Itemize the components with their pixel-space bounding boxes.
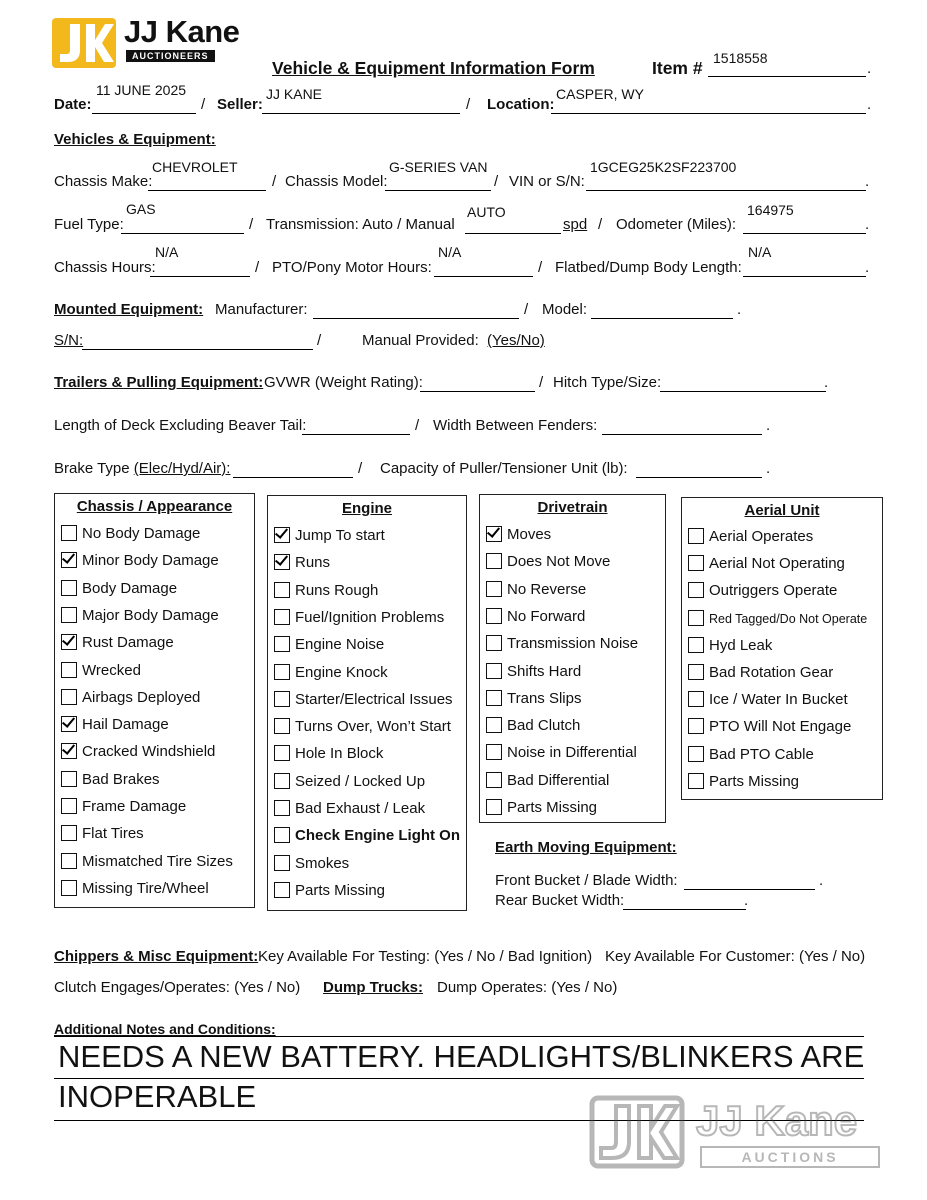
checked-checkbox[interactable] (61, 634, 77, 650)
checked-checkbox[interactable] (274, 554, 290, 570)
brand-name: JJ Kane (124, 14, 240, 49)
seller-value[interactable]: JJ KANE (266, 86, 323, 102)
checkbox[interactable] (61, 689, 77, 705)
drivetrain-title: Drivetrain (537, 499, 608, 516)
aerial-checklist-item[interactable] (688, 582, 837, 600)
checkbox[interactable] (486, 799, 502, 815)
drivetrain-checklist-item[interactable] (486, 717, 580, 735)
chassis-checklist-item[interactable] (61, 552, 219, 570)
checkbox[interactable] (688, 773, 704, 789)
aerial-item-label: Bad Rotation Gear (709, 664, 834, 681)
capacity-label: Capacity of Puller/Tensioner Unit (lb): (380, 460, 628, 477)
aerial-checklist-item[interactable] (688, 773, 799, 791)
engine-item-label: Hole In Block (295, 745, 384, 763)
drivetrain-item-label: Moves (507, 526, 552, 543)
drivetrain-item-label: No Reverse (507, 580, 587, 598)
item-number[interactable]: 1518558 (713, 50, 768, 66)
checked-checkbox[interactable] (61, 552, 77, 568)
aerial-checklist-item[interactable] (688, 691, 848, 709)
odometer-value[interactable]: 164975 (747, 202, 794, 218)
chassis-item-label: Minor Body Damage (82, 552, 219, 570)
transmission-label: Transmission: Auto / Manual (266, 216, 455, 233)
mounted-model-label: Model: (542, 301, 588, 318)
aerial-item-label: Aerial Operates (709, 528, 814, 545)
aerial-item-label: Bad PTO Cable (709, 745, 814, 763)
engine-title: Engine (341, 500, 392, 517)
drivetrain-checklist-item[interactable] (486, 581, 586, 599)
checkbox[interactable] (274, 718, 290, 734)
date-label: Date: (54, 96, 92, 113)
engine-item-label: Engine Noise (295, 636, 385, 654)
engine-checklist-item[interactable] (274, 882, 385, 900)
hitch-label: Hitch Type/Size: (553, 374, 662, 391)
checkbox[interactable] (274, 855, 290, 871)
item-label: Item # (652, 58, 703, 78)
aerial-checklist-item[interactable] (688, 610, 867, 628)
aerial-item-label: Hyd Leak (709, 636, 773, 654)
chassis-item-label: Mismatched Tire Sizes (82, 852, 233, 870)
engine-checklist-item[interactable] (274, 745, 383, 763)
aerial-checklist-item[interactable] (688, 528, 813, 546)
engine-item-label: Seized / Locked Up (295, 772, 426, 790)
engine-item-label: Parts Missing (295, 881, 386, 899)
engine-checklist-item[interactable] (274, 855, 349, 873)
drivetrain-checklist-item[interactable] (486, 772, 609, 790)
watermark (588, 1094, 898, 1176)
key-testing-text[interactable]: Key Available For Testing: (Yes / No / Bad Ignition) (258, 948, 593, 965)
front-bucket-label: Front Bucket / Blade Width: (495, 872, 678, 889)
aerial-item-label: Aerial Not Operating (709, 555, 845, 573)
checkbox[interactable] (486, 663, 502, 679)
watermark-logo-mark (588, 1094, 686, 1170)
chassis-checklist-item[interactable] (61, 825, 144, 843)
aerial-checklist-item[interactable] (688, 746, 814, 764)
sn-label: S/N: (54, 332, 84, 349)
drivetrain-box (479, 494, 666, 823)
chassis-item-label: Rust Damage (82, 634, 174, 652)
aerial-checklist-item[interactable] (688, 718, 851, 736)
checkbox[interactable] (688, 691, 704, 707)
location-value[interactable]: CASPER, WY (556, 86, 644, 102)
chassis-checklist-item[interactable] (61, 525, 200, 543)
aerial-unit-box (681, 497, 883, 800)
checkbox[interactable] (486, 608, 502, 624)
drivetrain-checklist-item[interactable] (486, 744, 637, 762)
engine-checklist-item[interactable] (274, 636, 384, 654)
checkbox[interactable] (61, 825, 77, 841)
drivetrain-item-label: Transmission Noise (507, 635, 639, 653)
trailers-heading: Trailers & Pulling Equipment: (54, 374, 264, 391)
checkbox[interactable] (274, 745, 290, 761)
aerial-checklist-item[interactable] (688, 664, 833, 682)
engine-item-label: Check Engine Light On (295, 827, 461, 845)
drivetrain-checklist-item[interactable] (486, 690, 581, 708)
fuel-type-value[interactable]: GAS (126, 201, 156, 217)
chassis-checklist-item[interactable] (61, 716, 169, 734)
checked-checkbox[interactable] (61, 716, 77, 732)
engine-checklist-item[interactable] (274, 827, 460, 845)
engine-item-label: Runs Rough (295, 581, 379, 599)
engine-item-label: Fuel/Ignition Problems (295, 608, 445, 626)
chassis-item-label: Bad Brakes (82, 770, 160, 788)
chassis-item-label: Hail Damage (82, 716, 169, 734)
chassis-appearance-box (54, 493, 255, 908)
brand-tagline: AUCTIONEERS (126, 50, 215, 62)
checkbox[interactable] (274, 636, 290, 652)
chassis-checklist-item[interactable] (61, 662, 141, 680)
aerial-item-label: PTO Will Not Engage (709, 718, 852, 736)
drivetrain-checklist-item[interactable] (486, 553, 610, 571)
engine-box (267, 495, 467, 911)
aerial-checklist-item[interactable] (688, 637, 772, 655)
checkbox[interactable] (688, 582, 704, 598)
checkbox[interactable] (61, 662, 77, 678)
rear-bucket-label: Rear Bucket Width: (495, 892, 625, 909)
flatbed-label: Flatbed/Dump Body Length: (555, 259, 742, 276)
fenders-label: Width Between Fenders: (433, 417, 598, 434)
flatbed-value[interactable]: N/A (748, 244, 772, 260)
drivetrain-item-label: Noise in Differential (507, 744, 637, 762)
chassis-item-label: Flat Tires (82, 825, 144, 843)
chassis-item-label: No Body Damage (82, 525, 201, 542)
mounted-heading: Mounted Equipment: (54, 301, 204, 318)
engine-checklist-item[interactable] (274, 800, 425, 818)
chassis-checklist-item[interactable] (61, 580, 177, 598)
pto-hours-value[interactable]: N/A (438, 244, 462, 260)
checkbox[interactable] (274, 827, 290, 843)
engine-item-label: Turns Over, Won’t Start (295, 718, 451, 736)
manufacturer-label: Manufacturer: (215, 301, 308, 318)
aerial-item-label: Parts Missing (709, 772, 800, 790)
drivetrain-item-label: Shifts Hard (507, 662, 582, 680)
engine-item-label: Starter/Electrical Issues (295, 690, 453, 708)
checkbox[interactable] (688, 664, 704, 680)
checkbox[interactable] (688, 718, 704, 734)
checkbox[interactable] (274, 609, 290, 625)
fuel-type-label: Fuel Type: (54, 216, 124, 233)
watermark-tagline: AUCTIONS (700, 1146, 880, 1168)
pto-hours-label: PTO/Pony Motor Hours: (272, 259, 432, 276)
checked-checkbox[interactable] (486, 526, 502, 542)
aerial-unit-title: Aerial Unit (744, 502, 820, 519)
spd-label: spd (563, 216, 588, 233)
form-title: Vehicle & Equipment Information Form (272, 58, 595, 78)
checkbox[interactable] (274, 882, 290, 898)
checkbox[interactable] (61, 880, 77, 896)
location-label: Location: (487, 96, 555, 113)
checkbox[interactable] (688, 610, 704, 626)
gvwr-label: GVWR (Weight Rating): (264, 374, 423, 391)
chassis-item-label: Major Body Damage (82, 606, 219, 624)
engine-checklist-item[interactable] (274, 773, 425, 791)
chassis-checklist-item[interactable] (61, 771, 160, 789)
chassis-item-label: Missing Tire/Wheel (82, 879, 209, 897)
chassis-appearance-title: Chassis / Appearance (76, 498, 233, 515)
brake-type-options: (Elec/Hyd/Air): (133, 460, 231, 477)
notes-line-1[interactable]: NEEDS A NEW BATTERY. HEADLIGHTS/BLINKERS ARE (58, 1039, 865, 1074)
chassis-item-label: Body Damage (82, 579, 178, 597)
aerial-item-label: Outriggers Operate (709, 582, 838, 600)
drivetrain-item-label: Does Not Move (507, 553, 611, 571)
drivetrain-item-label: Bad Clutch (507, 717, 581, 735)
checked-checkbox[interactable] (61, 743, 77, 759)
checkbox[interactable] (61, 525, 77, 541)
manual-options[interactable]: (Yes/No) (487, 332, 545, 349)
drivetrain-item-label: Trans Slips (507, 689, 582, 707)
drivetrain-item-label: No Forward (507, 607, 586, 625)
vin-label: VIN or S/N: (509, 173, 585, 190)
checkbox[interactable] (688, 746, 704, 762)
engine-checklist-item[interactable] (274, 527, 385, 545)
checkbox[interactable] (274, 582, 290, 598)
checkbox[interactable] (274, 800, 290, 816)
clutch-text[interactable]: Clutch Engages/Operates: (Yes / No) (54, 979, 301, 996)
chassis-checklist-item[interactable] (61, 689, 200, 707)
chassis-hours-label: Chassis Hours: (54, 259, 156, 276)
engine-item-label: Jump To start (295, 527, 385, 544)
watermark-name: JJ Kane (696, 1097, 858, 1144)
transmission-value[interactable]: AUTO (467, 204, 506, 220)
checkbox[interactable] (486, 772, 502, 788)
engine-item-label: Runs (295, 554, 331, 572)
checkbox[interactable] (486, 553, 502, 569)
aerial-item-label: Red Tagged/Do Not Operate (709, 611, 868, 626)
chassis-checklist-item[interactable] (61, 798, 186, 816)
engine-item-label: Smokes (295, 854, 350, 872)
chassis-checklist-item[interactable] (61, 853, 233, 871)
engine-checklist-item[interactable] (274, 691, 453, 709)
engine-checklist-item[interactable] (274, 554, 330, 572)
chassis-item-label: Airbags Deployed (82, 688, 201, 706)
aerial-item-label: Ice / Water In Bucket (709, 691, 848, 709)
drivetrain-checklist-item[interactable] (486, 635, 638, 653)
chassis-checklist-item[interactable] (61, 634, 174, 652)
checkbox[interactable] (688, 637, 704, 653)
drivetrain-item-label: Parts Missing (507, 799, 598, 816)
checkbox[interactable] (486, 744, 502, 760)
checkbox[interactable] (274, 664, 290, 680)
chassis-checklist-item[interactable] (61, 743, 215, 761)
manual-label: Manual Provided: (362, 332, 479, 349)
date-value[interactable]: 11 JUNE 2025 (96, 82, 187, 98)
checkbox[interactable] (486, 690, 502, 706)
checkbox[interactable] (61, 580, 77, 596)
checkbox[interactable] (274, 773, 290, 789)
vehicles-heading: Vehicles & Equipment: (54, 131, 216, 148)
checkbox[interactable] (486, 581, 502, 597)
drivetrain-checklist-item[interactable] (486, 526, 551, 544)
checkbox[interactable] (61, 853, 77, 869)
jj-kane-logo (50, 14, 250, 70)
chassis-make-label: Chassis Make: (54, 173, 153, 190)
earth-moving-heading: Earth Moving Equipment: (495, 839, 677, 856)
chassis-item-label: Cracked Windshield (82, 743, 216, 761)
engine-checklist-item[interactable] (274, 664, 388, 682)
engine-checklist-item[interactable] (274, 582, 378, 600)
checked-checkbox[interactable] (274, 527, 290, 543)
chassis-item-label: Frame Damage (82, 798, 187, 815)
odometer-label: Odometer (Miles): (616, 216, 737, 233)
chassis-hours-value[interactable]: N/A (155, 244, 179, 260)
dump-operates-text[interactable]: Dump Operates: (Yes / No) (437, 979, 618, 996)
chassis-item-label: Wrecked (82, 661, 141, 679)
checkbox[interactable] (688, 555, 704, 571)
jk-logo-mark (50, 16, 118, 70)
vin-value[interactable]: 1GCEG25K2SF223700 (590, 159, 737, 175)
checkbox[interactable] (486, 717, 502, 733)
aerial-checklist-item[interactable] (688, 555, 845, 573)
drivetrain-checklist-item[interactable] (486, 799, 597, 817)
chassis-model-value[interactable]: G-SERIES VAN (389, 159, 488, 175)
key-customer-text[interactable]: Key Available For Customer: (Yes / No) (605, 948, 866, 965)
chassis-make-value[interactable]: CHEVROLET (152, 159, 238, 175)
engine-checklist-item[interactable] (274, 609, 444, 627)
drivetrain-item-label: Bad Differential (507, 771, 610, 789)
chassis-model-label: Chassis Model: (285, 173, 388, 190)
engine-item-label: Bad Exhaust / Leak (295, 800, 426, 817)
seller-label: Seller: (217, 96, 263, 113)
notes-heading: Additional Notes and Conditions: (54, 1021, 276, 1037)
drivetrain-checklist-item[interactable] (486, 663, 581, 681)
brake-type-label: Brake Type (54, 460, 134, 477)
checkbox[interactable] (61, 771, 77, 787)
checkbox[interactable] (274, 691, 290, 707)
deck-length-label: Length of Deck Excluding Beaver Tail: (54, 417, 307, 434)
drivetrain-checklist-item[interactable] (486, 608, 585, 626)
chassis-checklist-item[interactable] (61, 607, 219, 625)
checkbox[interactable] (61, 798, 77, 814)
dump-trucks-heading: Dump Trucks: (323, 979, 424, 996)
chassis-checklist-item[interactable] (61, 880, 209, 898)
checkbox[interactable] (688, 528, 704, 544)
checkbox[interactable] (61, 607, 77, 623)
chippers-heading: Chippers & Misc Equipment: (54, 948, 259, 965)
engine-checklist-item[interactable] (274, 718, 451, 736)
checkbox[interactable] (486, 635, 502, 651)
engine-item-label: Engine Knock (295, 663, 388, 681)
notes-line-2[interactable]: INOPERABLE (58, 1079, 257, 1114)
